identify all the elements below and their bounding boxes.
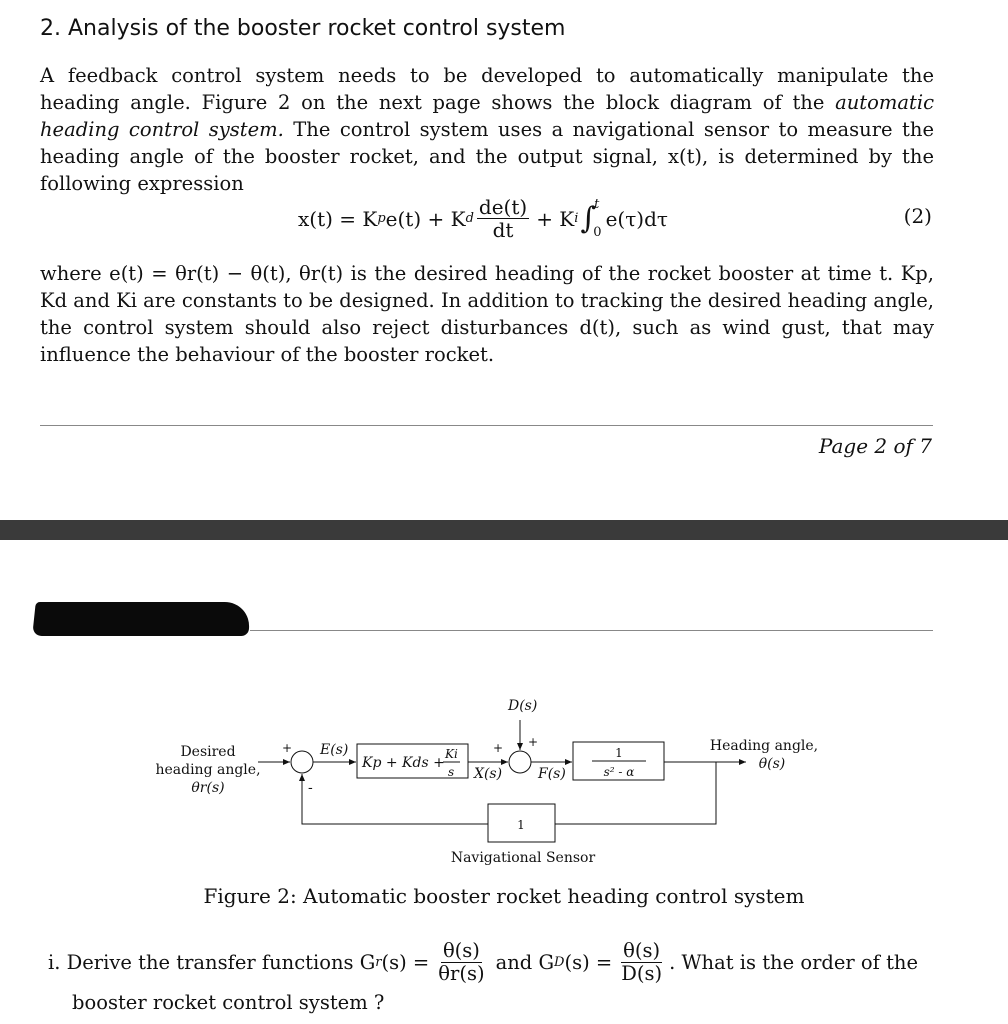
feedback-path-right [555, 762, 716, 824]
eq-derivative [477, 196, 529, 241]
eq-upper-limit: t [594, 197, 600, 212]
intro-text-after: The control system uses a navigational sensor to measure the heading angle of the booster rocket, and the output signal, x(t), is determined by the following expression [40, 118, 934, 195]
q-gd-mid: (s) = [564, 951, 613, 974]
disturbance-label: D(s) [508, 698, 538, 714]
question-line-2: booster rocket control system ? [72, 991, 385, 1014]
sum2-plus-left: + [493, 741, 504, 755]
intro-paragraph [40, 62, 934, 197]
equation-number: (2) [903, 204, 932, 228]
page-footer-rule [40, 425, 933, 426]
q-prefix: i. Derive the transfer functions G [48, 951, 376, 974]
eq-kp-sub: p [377, 211, 386, 226]
eq-lhs: x(t) = K [298, 206, 378, 231]
intro-emphasis: automatic heading control system. [40, 91, 934, 141]
block-diagram [0, 680, 1008, 880]
input-label-3: θr(s) [191, 780, 225, 796]
feedback-path-left [302, 774, 488, 824]
error-signal-label: E(s) [320, 742, 349, 758]
sum1-plus-sign: + [282, 741, 293, 755]
eq-integrand: e(τ)dτ [605, 206, 668, 231]
sum1-minus-sign: - [308, 780, 313, 796]
eq-plus-ki: + K [536, 206, 575, 231]
input-label-2: heading angle, [155, 762, 261, 778]
definitions-paragraph: where e(t) = θr(t) − θ(t), θr(t) is the desired heading of the rocket booster at time t. Kp, Kd and Ki are constants to be designed. In addition to tracking the desired heading angle, the control system should also reject disturbances d(t), such as wind gust, that may influence the behaviour of the booster rocket. [40, 262, 934, 366]
eq-integral: ∫ [580, 201, 597, 236]
sum2-plus-top: + [528, 735, 539, 749]
q-frac1-den: θr(s) [438, 962, 485, 985]
q-fraction-2 [619, 940, 664, 985]
q-frac1-num: θ(s) [442, 939, 480, 962]
q-and: and G [495, 951, 555, 974]
sensor-label: Navigational Sensor [450, 850, 596, 866]
output-label-2: θ(s) [758, 756, 786, 772]
eq-kd-sub: d [465, 211, 474, 226]
eq-ki-sub: i [574, 211, 579, 226]
output-label-1: Heading angle, [709, 738, 819, 754]
intro-text: A feedback control system needs to be developed to automatically manipulate the heading angle. Figure 2 on the next page shows the block diagram of the [40, 64, 934, 114]
q-gd-sub: D [554, 955, 565, 970]
sensor-gain: 1 [517, 818, 525, 832]
eq-deriv-num: de(t) [478, 195, 528, 219]
equation-body [298, 196, 668, 241]
equation-2 [0, 190, 1008, 250]
eq-term1: e(t) + K [385, 206, 466, 231]
figure-caption: Figure 2: Automatic booster rocket heading control system [203, 884, 805, 908]
question-line-1 [48, 940, 938, 985]
page-header-rule [250, 630, 933, 631]
controller-ki-num: Ki [445, 747, 458, 761]
x-signal-label: X(s) [474, 766, 503, 782]
summing-junction-2 [509, 751, 531, 773]
input-label-1: Desired [180, 744, 236, 760]
redaction-mark [32, 602, 252, 636]
q-frac2-den: D(s) [621, 962, 663, 985]
section-heading: 2. Analysis of the booster rocket control system [40, 16, 566, 41]
q-suffix: . What is the order of the [669, 951, 919, 974]
q-gr-mid: (s) = [381, 951, 430, 974]
eq-deriv-den: dt [492, 218, 514, 242]
q-fraction-1 [436, 940, 486, 985]
page-number: Page 2 of 7 [818, 434, 932, 458]
q-gr-sub: r [375, 955, 382, 970]
controller-ki-den: s [448, 765, 455, 779]
f-signal-label: F(s) [538, 766, 566, 782]
q-frac2-num: θ(s) [623, 939, 661, 962]
question-i [48, 940, 938, 1014]
plant-numerator: 1 [615, 746, 623, 760]
page-separator-band [0, 520, 1008, 540]
eq-lower-limit: 0 [593, 225, 602, 240]
plant-denominator: s² - α [603, 765, 635, 779]
controller-kp-label: Kp + Kds + [362, 755, 445, 771]
summing-junction-1 [291, 751, 313, 773]
